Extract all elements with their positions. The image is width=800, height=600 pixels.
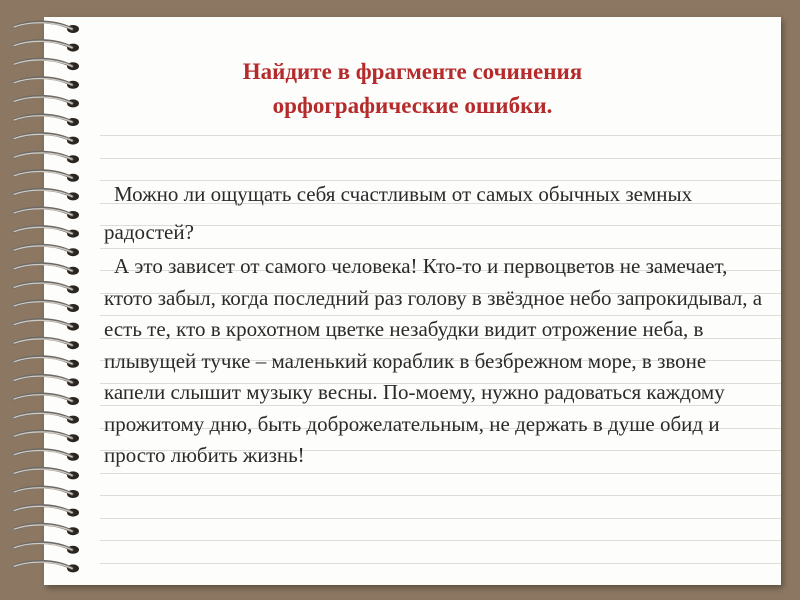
notebook-page: [44, 17, 781, 585]
essay-text: [104, 175, 764, 472]
spiral-ring: [14, 282, 79, 293]
spiral-ring: [14, 468, 79, 479]
spiral-ring: [14, 189, 79, 200]
title-line-1: Найдите в фрагменте сочинения: [242, 59, 583, 84]
essay-paragraph-1: Можно ли ощущать себя счастливым от самых обычных земных радостей?: [104, 182, 693, 244]
spiral-ring: [14, 301, 79, 312]
spiral-ring: [14, 227, 79, 238]
ruled-line: [100, 563, 781, 564]
ruled-line: [100, 158, 781, 159]
spiral-ring: [14, 134, 79, 145]
spiral-binding: [0, 0, 100, 600]
ruled-line: [100, 135, 781, 136]
essay-paragraph-2: А это зависет от самого человека! Кто-то и первоцветов не замечает, ктото забыл, когда последний раз голову в звёздное небо запрокидывал, а есть те, кто в крохотном цветке незабудки видит отрожение неба, в плывущей тучке – маленький кораблик в безбрежном море, в звоне капели слышит музыку весны. По-моему, нужно радоваться каждому прожитому дню, быть доброжелательным, не держать в душе обид и просто любить жизнь!: [104, 254, 763, 467]
spiral-ring: [14, 506, 79, 517]
spiral-ring: [14, 59, 79, 70]
spiral-ring: [14, 245, 79, 256]
spiral-ring: [14, 524, 79, 535]
spiral-ring: [14, 375, 79, 386]
page-title: [44, 55, 781, 123]
spiral-ring: [14, 320, 79, 331]
spiral-ring: [14, 357, 79, 368]
spiral-ring: [14, 264, 79, 275]
spiral-ring: [14, 115, 79, 126]
spiral-ring: [14, 78, 79, 89]
title-line-2: орфографические ошибки.: [272, 93, 553, 118]
spiral-ring: [14, 413, 79, 424]
spiral-ring: [14, 394, 79, 405]
spiral-ring: [14, 487, 79, 498]
ruled-line: [100, 473, 781, 474]
spiral-ring: [14, 561, 79, 572]
spiral-ring: [14, 208, 79, 219]
ruled-line: [100, 540, 781, 541]
spiral-ring: [14, 96, 79, 107]
spiral-ring: [14, 431, 79, 442]
spiral-ring: [14, 171, 79, 182]
ruled-line: [100, 518, 781, 519]
spiral-ring: [14, 450, 79, 461]
spiral-ring: [14, 41, 79, 52]
spiral-ring: [14, 22, 79, 33]
spiral-ring: [14, 543, 79, 554]
spiral-ring: [14, 338, 79, 349]
spiral-ring: [14, 152, 79, 163]
ruled-line: [100, 495, 781, 496]
